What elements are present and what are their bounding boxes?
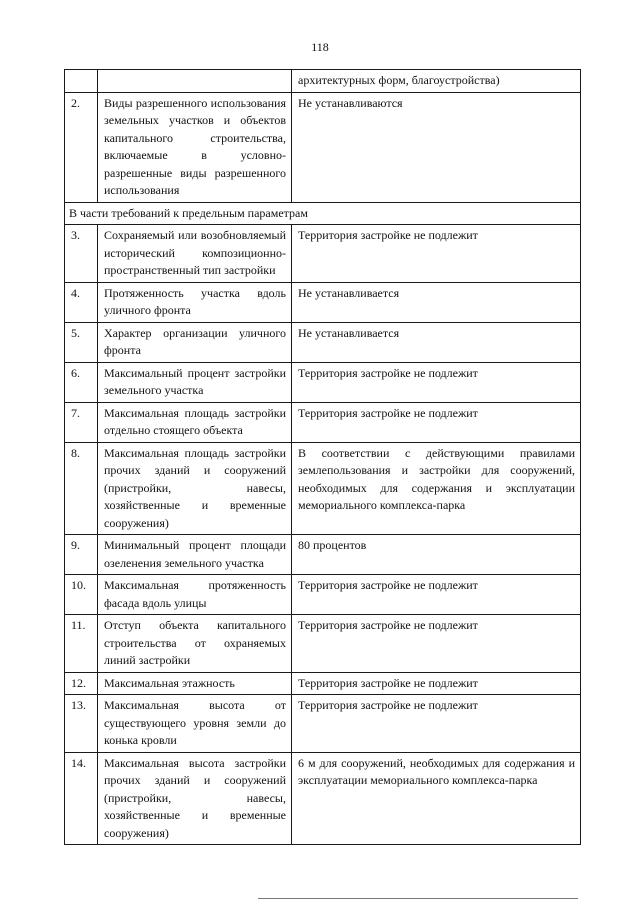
parameter-value: 80 процентов — [292, 535, 581, 575]
parameter-name: Сохраняемый или возобновляемый исторический композиционно-пространственный тип застройки — [98, 225, 292, 283]
parameter-name: Максимальный процент застройки земельного участка — [98, 362, 292, 402]
parameter-name: Минимальный процент площади озеленения земельного участка — [98, 535, 292, 575]
parameter-value: Территория застройке не подлежит — [292, 362, 581, 402]
table-row — [65, 752, 581, 845]
parameter-name: Максимальная этажность — [98, 672, 292, 695]
parameter-name: Виды разрешенного использования земельных участков и объектов капитального строительства, включаемые в условно-разрешенные виды разрешенного использования — [98, 92, 292, 202]
parameter-value: Территория застройке не подлежит — [292, 672, 581, 695]
parameter-value: Не устанавливается — [292, 282, 581, 322]
row-number: 3. — [65, 225, 98, 283]
row-number — [65, 70, 98, 93]
table-row — [65, 282, 581, 322]
parameter-value: Территория застройке не подлежит — [292, 402, 581, 442]
table-row — [65, 322, 581, 362]
parameter-name: Характер организации уличного фронта — [98, 322, 292, 362]
regulations-table — [64, 69, 581, 845]
row-number: 5. — [65, 322, 98, 362]
page-bottom-rule — [258, 898, 578, 899]
parameter-name: Протяженность участка вдоль уличного фронта — [98, 282, 292, 322]
parameter-value: В соответствии с действующими правилами землепользования и застройки для сооружений, необходимых для содержания и эксплуатации мемориального комплекса-парка — [292, 442, 581, 535]
row-number: 4. — [65, 282, 98, 322]
parameter-value: Территория застройке не подлежит — [292, 225, 581, 283]
parameter-value: Не устанавливается — [292, 322, 581, 362]
table-row — [65, 615, 581, 673]
parameter-name — [98, 70, 292, 93]
row-number: 10. — [65, 575, 98, 615]
parameter-name: Максимальная высота застройки прочих зданий и сооружений (пристройки, навесы, хозяйственные и временные сооружения) — [98, 752, 292, 845]
table-row — [65, 402, 581, 442]
table-row — [65, 575, 581, 615]
parameter-value: Не устанавливаются — [292, 92, 581, 202]
row-number: 2. — [65, 92, 98, 202]
table-row — [65, 672, 581, 695]
row-number: 14. — [65, 752, 98, 845]
table-row — [65, 362, 581, 402]
section-title: В части требований к предельным параметрам — [65, 202, 581, 225]
parameter-value: Территория застройке не подлежит — [292, 575, 581, 615]
section-header-row — [65, 202, 581, 225]
parameter-name: Отступ объекта капитального строительства от охраняемых линий застройки — [98, 615, 292, 673]
row-number: 13. — [65, 695, 98, 753]
row-number: 7. — [65, 402, 98, 442]
table-row — [65, 442, 581, 535]
parameter-name: Максимальная площадь застройки прочих зданий и сооружений (пристройки, навесы, хозяйственные и временные сооружения) — [98, 442, 292, 535]
row-number: 12. — [65, 672, 98, 695]
parameter-name: Максимальная протяженность фасада вдоль улицы — [98, 575, 292, 615]
parameter-name: Максимальная высота от существующего уровня земли до конька кровли — [98, 695, 292, 753]
table-row — [65, 695, 581, 753]
parameter-value: архитектурных форм, благоустройства) — [292, 70, 581, 93]
parameter-value: Территория застройке не подлежит — [292, 615, 581, 673]
table-row — [65, 92, 581, 202]
row-number: 9. — [65, 535, 98, 575]
table-row — [65, 225, 581, 283]
parameter-value: Территория застройке не подлежит — [292, 695, 581, 753]
page-number: 118 — [311, 40, 329, 54]
row-number: 8. — [65, 442, 98, 535]
parameter-name: Максимальная площадь застройки отдельно стоящего объекта — [98, 402, 292, 442]
table-row — [65, 535, 581, 575]
parameter-value: 6 м для сооружений, необходимых для содержания и эксплуатации мемориального комплекса-парка — [292, 752, 581, 845]
row-number: 6. — [65, 362, 98, 402]
table-row-continuation — [65, 70, 581, 93]
row-number: 11. — [65, 615, 98, 673]
